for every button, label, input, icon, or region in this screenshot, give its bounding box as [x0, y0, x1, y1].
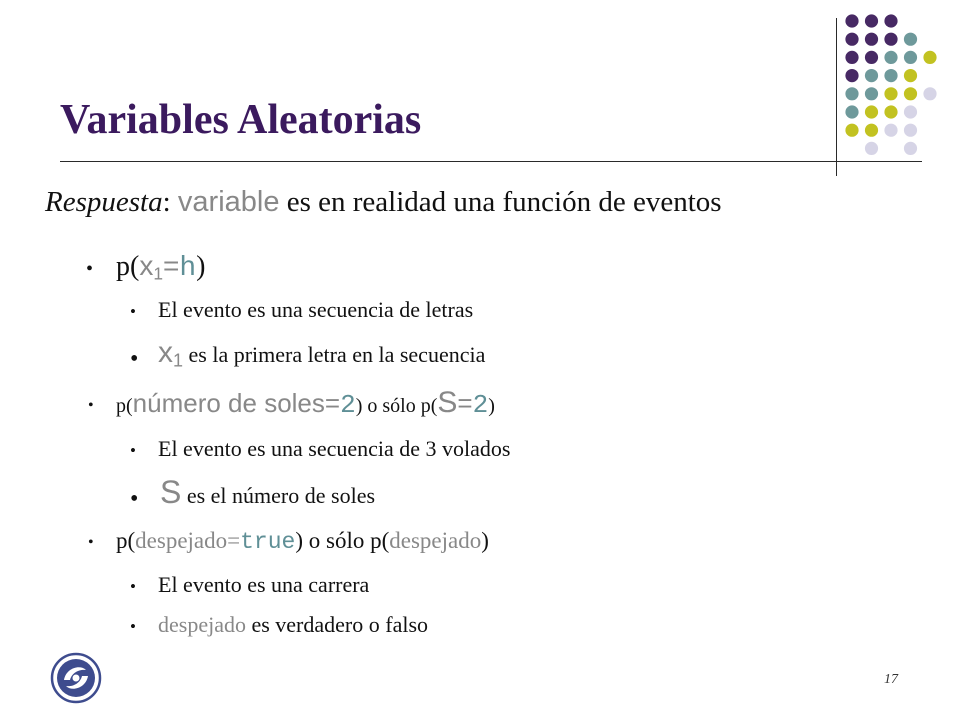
decorative-dot [865, 105, 878, 118]
b3-name: despejado [135, 528, 228, 553]
lead-colon: : [162, 186, 171, 218]
b2-val2: 2 [472, 390, 489, 420]
institution-logo [50, 652, 102, 704]
decorative-dot [904, 33, 917, 46]
bullet-2 [116, 386, 495, 420]
bullet-1b [158, 336, 485, 372]
decorative-dot [923, 51, 936, 64]
decorative-dot [845, 87, 858, 100]
b3-eq: = [227, 528, 241, 553]
decorative-dot [904, 124, 917, 137]
b2-close2: ) [488, 395, 495, 417]
bullet-dot: • [130, 617, 136, 636]
decorative-dot [904, 69, 917, 82]
b2-eq: = [324, 388, 341, 418]
b1-x: x [139, 250, 154, 281]
bullet-2a: El evento es una secuencia de 3 volados [158, 436, 511, 461]
decorative-dot [865, 124, 878, 137]
decorative-dot [865, 87, 878, 100]
bullet-3 [116, 528, 489, 555]
b1-sub: 1 [153, 263, 163, 284]
b2-eq2: = [457, 388, 473, 418]
decorative-dot [884, 87, 897, 100]
b2b-s: S [160, 474, 182, 510]
decorative-dot [865, 14, 878, 27]
b3-close2: ) [481, 528, 489, 553]
b3-close: ) [295, 528, 304, 553]
decorative-dot [884, 124, 897, 137]
decorative-dot [845, 105, 858, 118]
b2-p: p( [116, 395, 133, 417]
lead-rest: es en realidad una función de eventos [279, 186, 722, 218]
bullet-3b [158, 612, 428, 638]
b3b-name: despejado [158, 612, 246, 637]
b2-mid: o sólo p( [362, 395, 438, 417]
decorative-dot [904, 142, 917, 155]
bullet-2b [160, 474, 375, 511]
bullet-dot: • [130, 346, 139, 372]
b3-mid: o sólo p( [303, 528, 390, 553]
decorative-dot [865, 69, 878, 82]
decorative-dot [865, 33, 878, 46]
decorative-dot [845, 69, 858, 82]
decorative-dot [884, 105, 897, 118]
b2-name: número de soles [132, 388, 325, 418]
b2-s: S [437, 386, 458, 419]
b1b-rest: es la primera letra en la secuencia [183, 342, 486, 367]
decorative-dot [845, 124, 858, 137]
page-number: 17 [884, 672, 898, 687]
decorative-dot [884, 33, 897, 46]
b1-eq: = [162, 250, 180, 281]
b1-p: p( [116, 251, 140, 282]
decorative-dot [904, 105, 917, 118]
bullet-dot: • [88, 397, 94, 414]
decorative-dot [904, 87, 917, 100]
b3-val: true [240, 529, 296, 555]
decorative-dot [865, 51, 878, 64]
slide-title: Variables Aleatorias [60, 97, 422, 143]
b3-p: p( [116, 528, 136, 553]
b2b-rest: es el número de soles [181, 483, 376, 508]
decorative-dot [865, 142, 878, 155]
decorative-dot [884, 51, 897, 64]
lead-prefix: Respuesta [45, 186, 163, 218]
decorative-dot [845, 14, 858, 27]
bullet-3a: El evento es una carrera [158, 572, 370, 597]
decorative-dot [904, 51, 917, 64]
decorative-dot-grid [843, 12, 953, 162]
b1b-sub: 1 [173, 350, 184, 371]
bullet-dot: • [86, 258, 94, 280]
bullet-dot: • [130, 302, 136, 321]
b2-val: 2 [340, 390, 356, 420]
decorative-dot [884, 69, 897, 82]
bullet-dot: • [130, 486, 139, 512]
lead-variable-word: variable [177, 186, 280, 218]
decorative-dot [845, 33, 858, 46]
bullet-dot: • [130, 441, 136, 460]
b1-close: ) [196, 251, 206, 282]
bullet-1a: El evento es una secuencia de letras [158, 297, 474, 322]
b1-val: h [179, 253, 197, 284]
decorative-dot [923, 87, 936, 100]
decorative-dot [884, 14, 897, 27]
lead-line [45, 186, 722, 219]
b1b-x: x [158, 336, 173, 369]
bullet-dot: • [88, 534, 94, 551]
b2-close: ) [355, 395, 363, 417]
vertical-rule [836, 18, 837, 176]
bullet-dot: • [130, 577, 136, 596]
title-underline [60, 161, 922, 162]
decorative-dot [845, 51, 858, 64]
b3-name2: despejado [389, 528, 482, 553]
b3b-rest: es verdadero o falso [245, 612, 429, 637]
bullet-1 [116, 250, 205, 284]
